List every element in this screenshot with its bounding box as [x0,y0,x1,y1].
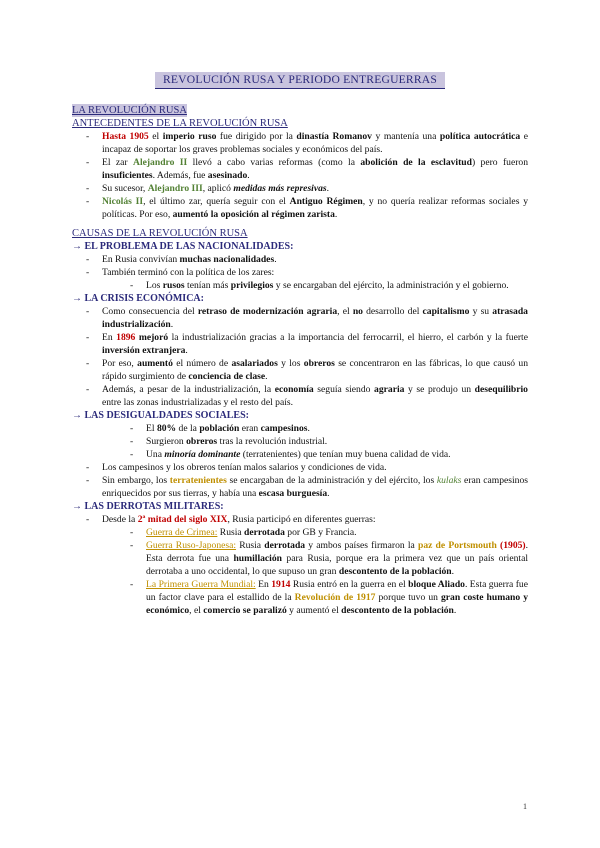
list-item: - Sin embargo, los terratenientes se encargaban de la administración y del ejército, los kulaks eran campesinos enriquecidos por sus tierras, y había una escasa burguesía. [86,475,528,499]
list-item: - En 1896 mejoró la industrialización gracias a la importancia del ferrocarril, el hierro, el carbón y la fuerte inversión extranjera. [86,332,528,356]
desigualdades-heading: → LAS DESIGUALDADES SOCIALES: [72,410,249,421]
list-item: - Su sucesor, Alejandro III, aplicó medidas más represivas. [86,183,330,194]
list-item: - Además, a pesar de la industrialización, la economía seguía siendo agraria y se produjo un desequilibrio entre las zonas industrializadas y el resto del país. [86,384,528,408]
sub-list-item: - Guerra de Crimea: Rusia derrotada por GB y Francia. [130,527,357,538]
document-body [72,104,528,617]
document-title: REVOLUCIÓN RUSA Y PERIODO ENTREGUERRAS [155,72,445,89]
list-item: - En Rusia convivían muchas nacionalidades. [86,254,277,265]
crisis-heading: → LA CRISIS ECONÓMICA: [72,293,204,304]
causas-heading: CAUSAS DE LA REVOLUCIÓN RUSA [72,228,248,239]
sub-list-item: - Los rusos tenían más privilegios y se encargaban del ejército, la administración y el gobierno. [130,280,509,291]
derrotas-heading: → LAS DERROTAS MILITARES: [72,501,224,512]
list-item: - Nicolás II, el último zar, quería seguir con el Antiguo Régimen, y no quería realizar reformas sociales y políticas. Por eso, aumentó la oposición al régimen zarista. [86,196,529,220]
sub-list-item: - Surgieron obreros tras la revolución industrial. [130,436,328,447]
antecedentes-heading: ANTECEDENTES DE LA REVOLUCIÓN RUSA [72,118,288,129]
list-item: - Los campesinos y los obreros tenían malos salarios y condiciones de vida. [86,462,387,473]
sub-list-item: - El 80% de la población eran campesinos. [130,423,310,434]
sub-list-item: - La Primera Guerra Mundial: En 1914 Rusia entró en la guerra en el bloque Aliado. Esta guerra fue un factor clave para el estallido de la Revolución de 1917 porque tuvo un gran coste humano y económico, el comercio se paralizó y aumentó el descontento de la población. [130,579,529,616]
list-item: - Hasta 1905 el imperio ruso fue dirigido por la dinastía Romanov y mantenía una política autocrática e incapaz de soportar los graves problemas sociales y económicos del país. [86,131,528,155]
sub-list-item: - Una minoría dominante (terratenientes) que tenían muy buena calidad de vida. [130,449,451,460]
nacionalidades-heading: → EL PROBLEMA DE LAS NACIONALIDADES: [72,241,294,252]
list-item: - El zar Alejandro II llevó a cabo varias reformas (como la abolición de la esclavitud) pero fueron insuficientes. Además, fue asesinado. [86,157,529,181]
list-item: - Desde la 2ª mitad del siglo XIX, Rusia participó en diferentes guerras: [86,514,376,525]
section-heading: LA REVOLUCIÓN RUSA [72,105,187,116]
title-block [0,72,600,89]
sub-list-item: - Guerra Ruso-Japonesa: Rusia derrotada y ambos países firmaron la paz de Portsmouth (1905). Esta derrota fue una humillación para Rusia, porque era la primera vez que un país oriental derrotaba a uno occidental, lo que supuso un gran descontento de la población. [130,540,529,577]
list-item: - Como consecuencia del retraso de modernización agraria, el no desarrollo del capitalismo y su atrasada industrialización. [86,306,528,330]
list-item: - También terminó con la política de los zares: [86,267,275,278]
page-number: 1 [523,802,527,811]
list-item: - Por eso, aumentó el número de asalariados y los obreros se concentraron en las fábricas, lo que causó un rápido surgimiento de conciencia de clase. [86,358,529,382]
